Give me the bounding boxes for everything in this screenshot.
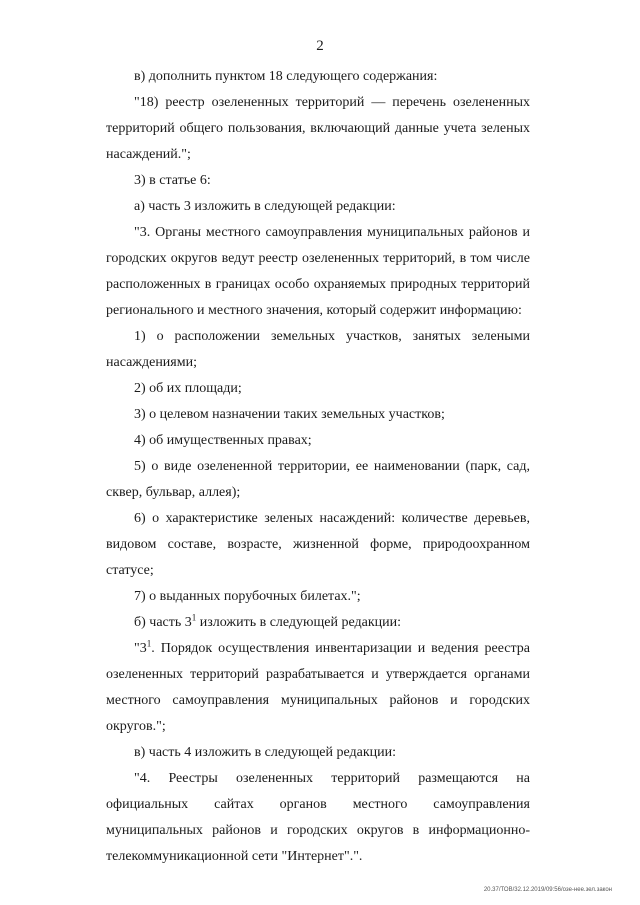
list-item: 3) о целевом назначении таких земельных участков; — [134, 407, 445, 422]
superscript: 1 — [146, 638, 152, 649]
paragraph-text: "3 — [134, 641, 147, 656]
list-item: 6) о характеристике зеленых насаждений: количестве деревьев, видовом составе, возрасте, жизненной форме, природоохранном статусе; — [106, 511, 530, 578]
list-item: 5) о виде озелененной территории, ее наименовании (парк, сад, сквер, бульвар, аллея); — [106, 459, 530, 500]
paragraph: 3) в статье 6: — [134, 173, 211, 188]
paragraph: "4. Реестры озелененных территорий размещаются на официальных сайтах органов местного самоуправления муниципальных районов и городских округов в информационно-телекоммуникационной сети "Интернет".". — [106, 771, 530, 864]
list-item: 2) об их площади; — [134, 381, 242, 396]
paragraph: "18) реестр озелененных территорий — перечень озелененных территорий общего пользования, включающий данные учета зеленых насаждений."; — [106, 95, 530, 162]
paragraph — [106, 610, 530, 636]
paragraph: в) дополнить пунктом 18 следующего содержания: — [134, 69, 438, 84]
paragraph-text: изложить в следующей редакции: — [196, 615, 402, 630]
paragraph-text: . Порядок осуществления инвентаризации и ведения реестра озелененных территорий разрабатывается и утверждается органами местного самоуправления муниципальных районов и городских округов."; — [106, 641, 530, 734]
document-body — [106, 64, 530, 870]
paragraph: в) часть 4 изложить в следующей редакции: — [134, 745, 397, 760]
list-item: 1) о расположении земельных участков, занятых зелеными насаждениями; — [106, 329, 530, 370]
page-number: 2 — [316, 38, 324, 54]
footer-code: 20.37/ТОВ/32.12.2019/09:56/озе-нее.зел.закон — [483, 887, 612, 893]
paragraph — [106, 636, 530, 740]
paragraph: а) часть 3 изложить в следующей редакции: — [134, 199, 396, 214]
list-item: 4) об имущественных правах; — [134, 433, 312, 448]
paragraph: "3. Органы местного самоуправления муниципальных районов и городских округов ведут реестр озелененных территорий, в том числе расположенных в границах особо охраняемых природных территорий регионального и местного значения, который содержит информацию: — [106, 225, 530, 318]
list-item: 7) о выданных порубочных билетах."; — [134, 589, 361, 604]
superscript: 1 — [191, 612, 197, 623]
paragraph-text: б) часть 3 — [134, 615, 192, 630]
